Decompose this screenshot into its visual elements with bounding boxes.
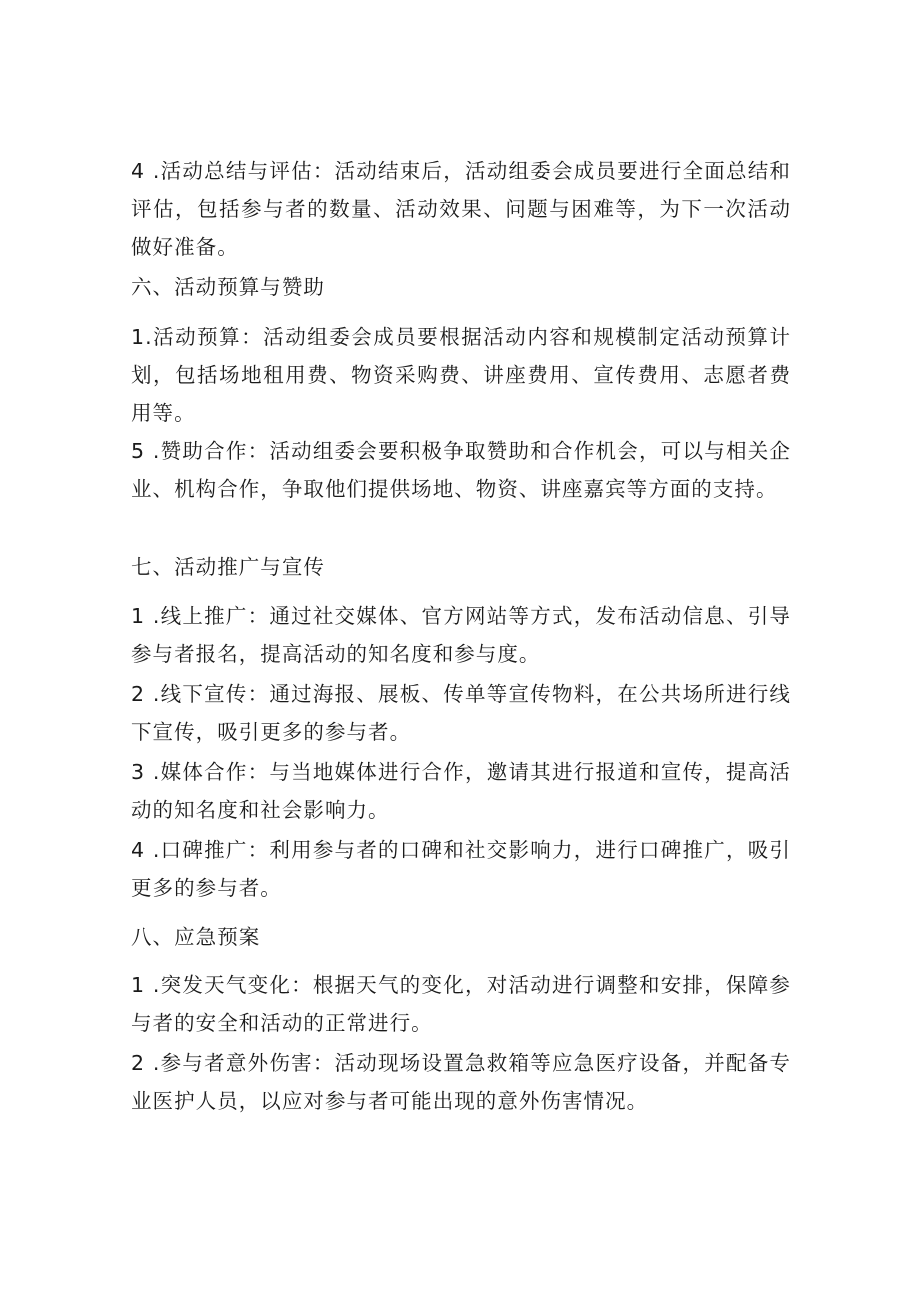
paragraph-media-cooperation: 3 .媒体合作：与当地媒体进行合作，邀请其进行报道和宣传，提高活动的知名度和社会影响力。 — [131, 760, 791, 822]
paragraph-accidental-injury: 2 .参与者意外伤害：活动现场设置急救箱等应急医疗设备，并配备专业医护人员，以应对参与者可能出现的意外伤害情况。 — [131, 1051, 791, 1113]
paragraph-activity-budget: 1.活动预算：活动组委会成员要根据活动内容和规模制定活动预算计划，包括场地租用费、物资采购费、讲座费用、宣传费用、志愿者费用等。 — [131, 325, 791, 425]
paragraph-summary-evaluation: 4 .活动总结与评估：活动结束后，活动组委会成员要进行全面总结和评估，包括参与者的数量、活动效果、问题与困难等，为下一次活动做好准备。 — [131, 159, 791, 259]
section-heading-promotion: 七、活动推广与宣传 — [131, 555, 325, 579]
paragraph-weather-change: 1 .突发天气变化：根据天气的变化，对活动进行调整和安排，保障参与者的安全和活动的正常进行。 — [131, 973, 791, 1035]
paragraph-word-of-mouth: 4 .口碑推广：利用参与者的口碑和社交影响力，进行口碑推广，吸引更多的参与者。 — [131, 838, 791, 900]
paragraph-offline-promotion: 2 .线下宣传：通过海报、展板、传单等宣传物料，在公共场所进行线下宣传，吸引更多的参与者。 — [131, 682, 791, 744]
paragraph-sponsorship-cooperation: 5 .赞助合作：活动组委会要积极争取赞助和合作机会，可以与相关企业、机构合作，争取他们提供场地、物资、讲座嘉宾等方面的支持。 — [131, 439, 791, 501]
section-heading-budget-sponsorship: 六、活动预算与赞助 — [131, 275, 325, 299]
paragraph-online-promotion: 1 .线上推广：通过社交媒体、官方网站等方式，发布活动信息、引导参与者报名，提高活动的知名度和参与度。 — [131, 604, 791, 666]
section-heading-emergency-plan: 八、应急预案 — [131, 925, 261, 949]
